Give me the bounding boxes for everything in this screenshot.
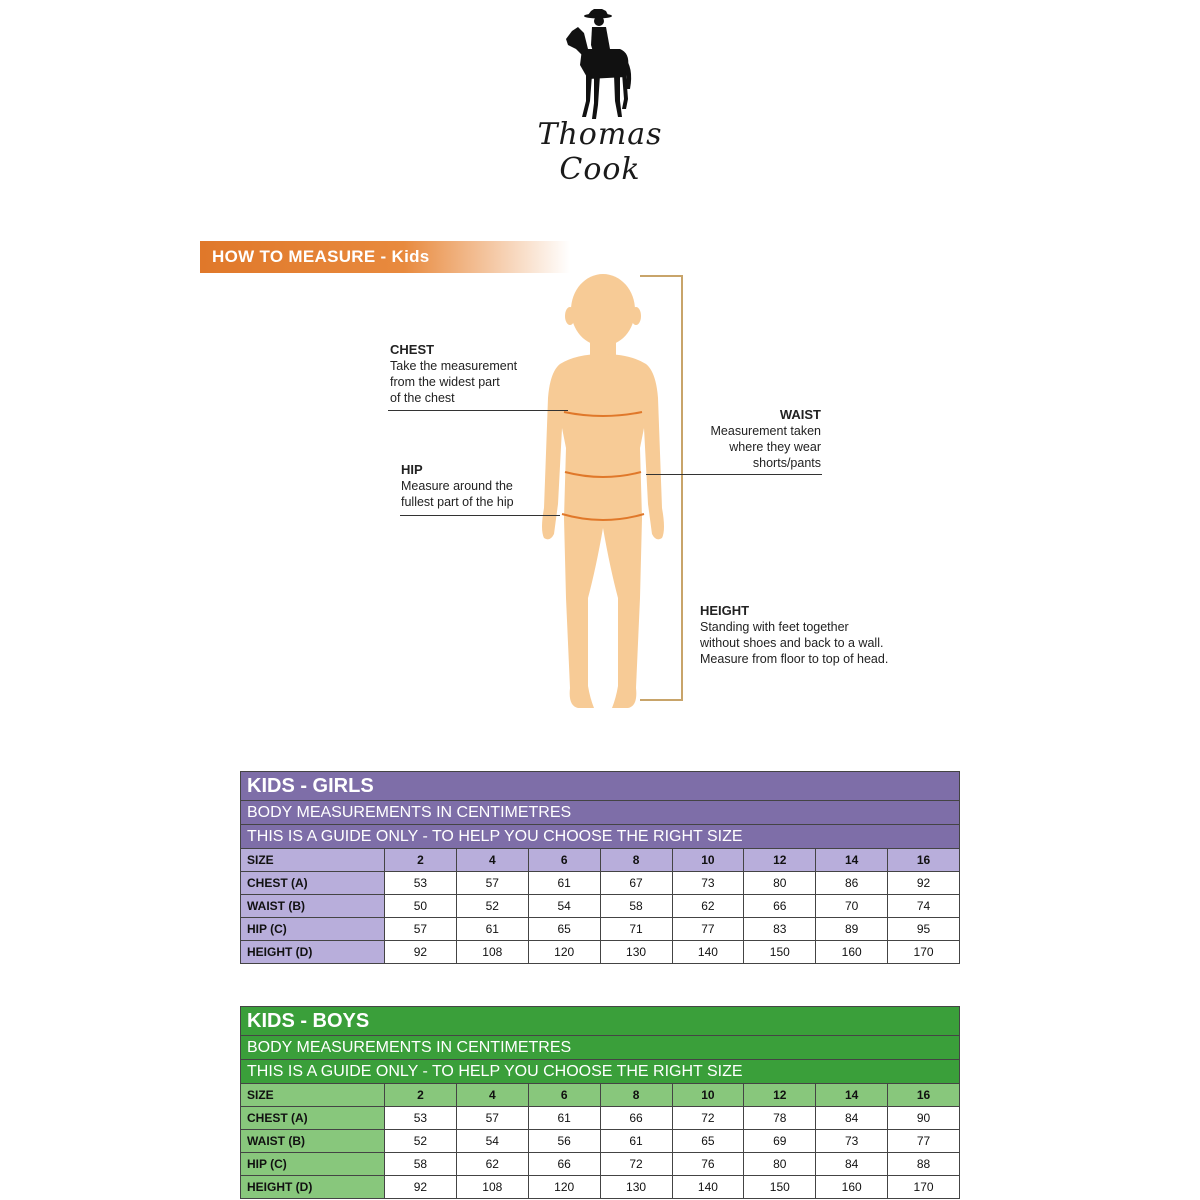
value-cell: 86 [816,872,888,895]
size-cell: 16 [888,849,960,872]
waist-title: WAIST [779,407,821,422]
boys-size-table [240,1006,960,1199]
value-cell: 77 [888,1130,960,1153]
value-cell: 54 [528,895,600,918]
value-cell: 67 [600,872,672,895]
value-cell: 77 [672,918,744,941]
waist-line-2: where they wear [729,440,821,454]
height-callout [700,603,888,667]
height-line-1: Standing with feet together [700,620,849,634]
chest-title: CHEST [390,342,435,357]
value-cell: 66 [744,895,816,918]
value-cell: 50 [385,895,457,918]
size-cell: 8 [600,849,672,872]
size-cell: 14 [816,849,888,872]
value-cell: 57 [385,918,457,941]
value-cell: 120 [528,1176,600,1199]
waist-pointer-line [646,474,822,475]
value-cell: 84 [816,1107,888,1130]
chest-pointer-line [388,410,568,411]
height-line-2: without shoes and back to a wall. [700,636,884,650]
chest-callout [390,342,517,406]
value-cell: 89 [816,918,888,941]
size-cell: 6 [528,849,600,872]
table-row [241,918,960,941]
size-cell: 2 [385,849,457,872]
value-cell: 69 [744,1130,816,1153]
value-cell: 71 [600,918,672,941]
value-cell: 140 [672,941,744,964]
value-cell: 80 [744,1153,816,1176]
size-cell: 10 [672,1084,744,1107]
hip-title: HIP [401,462,423,477]
girls-table-subtitle: BODY MEASUREMENTS IN CENTIMETRES [241,801,960,825]
value-cell: 95 [888,918,960,941]
size-cell: 4 [456,1084,528,1107]
girls-table-title: KIDS - GIRLS [241,772,960,801]
brand-logo-text: Thomas Cook [537,117,663,187]
value-cell: 61 [456,918,528,941]
value-cell: 58 [600,895,672,918]
value-cell: 65 [528,918,600,941]
value-cell: 130 [600,1176,672,1199]
boys-size-row [241,1084,960,1107]
row-label: HEIGHT (D) [241,1176,385,1199]
table-row [241,1176,960,1199]
value-cell: 84 [816,1153,888,1176]
value-cell: 57 [456,872,528,895]
value-cell: 73 [672,872,744,895]
value-cell: 72 [600,1153,672,1176]
value-cell: 150 [744,1176,816,1199]
table-row [241,872,960,895]
hip-callout [401,462,514,510]
value-cell: 88 [888,1153,960,1176]
value-cell: 61 [528,872,600,895]
waist-line-3: shorts/pants [752,456,821,470]
size-cell: 16 [888,1084,960,1107]
size-header: SIZE [241,849,385,872]
horse-rider-icon [558,5,642,123]
brand-logo [500,5,700,187]
size-cell: 12 [744,849,816,872]
hip-line-1: Measure around the [401,479,513,493]
row-label: CHEST (A) [241,1107,385,1130]
row-label: CHEST (A) [241,872,385,895]
value-cell: 66 [528,1153,600,1176]
hip-line-2: fullest part of the hip [401,495,514,509]
value-cell: 73 [816,1130,888,1153]
value-cell: 92 [385,941,457,964]
value-cell: 90 [888,1107,960,1130]
value-cell: 72 [672,1107,744,1130]
row-label: HEIGHT (D) [241,941,385,964]
value-cell: 76 [672,1153,744,1176]
value-cell: 160 [816,941,888,964]
value-cell: 56 [528,1130,600,1153]
chest-line-2: from the widest part [390,375,500,389]
height-title: HEIGHT [700,603,750,618]
value-cell: 108 [456,941,528,964]
how-to-measure-title: HOW TO MEASURE - Kids [212,247,430,266]
value-cell: 170 [888,941,960,964]
value-cell: 52 [385,1130,457,1153]
waist-line-1: Measurement taken [710,424,821,438]
boys-table-note: THIS IS A GUIDE ONLY - TO HELP YOU CHOOSE THE RIGHT SIZE [241,1060,960,1084]
value-cell: 160 [816,1176,888,1199]
table-row [241,895,960,918]
value-cell: 150 [744,941,816,964]
boys-table-title: KIDS - BOYS [241,1007,960,1036]
row-label: HIP (C) [241,918,385,941]
size-cell: 14 [816,1084,888,1107]
chest-line-3: of the chest [390,391,455,405]
value-cell: 80 [744,872,816,895]
table-row [241,1153,960,1176]
value-cell: 170 [888,1176,960,1199]
value-cell: 130 [600,941,672,964]
girls-size-table [240,771,960,964]
value-cell: 92 [888,872,960,895]
hip-pointer-line [400,515,560,516]
value-cell: 83 [744,918,816,941]
table-row [241,1130,960,1153]
how-to-measure-banner [200,241,570,273]
waist-callout [660,407,821,471]
row-label: WAIST (B) [241,1130,385,1153]
value-cell: 53 [385,872,457,895]
value-cell: 92 [385,1176,457,1199]
boys-table-subtitle: BODY MEASUREMENTS IN CENTIMETRES [241,1036,960,1060]
table-row [241,941,960,964]
size-header: SIZE [241,1084,385,1107]
size-cell: 8 [600,1084,672,1107]
value-cell: 66 [600,1107,672,1130]
value-cell: 108 [456,1176,528,1199]
value-cell: 65 [672,1130,744,1153]
row-label: HIP (C) [241,1153,385,1176]
value-cell: 52 [456,895,528,918]
value-cell: 54 [456,1130,528,1153]
value-cell: 120 [528,941,600,964]
value-cell: 62 [672,895,744,918]
value-cell: 53 [385,1107,457,1130]
girls-table-note: THIS IS A GUIDE ONLY - TO HELP YOU CHOOSE THE RIGHT SIZE [241,825,960,849]
child-body-figure [520,268,700,718]
size-cell: 6 [528,1084,600,1107]
value-cell: 62 [456,1153,528,1176]
height-line-3: Measure from floor to top of head. [700,652,889,666]
value-cell: 74 [888,895,960,918]
value-cell: 61 [528,1107,600,1130]
value-cell: 61 [600,1130,672,1153]
value-cell: 57 [456,1107,528,1130]
value-cell: 70 [816,895,888,918]
chest-line-1: Take the measurement [390,359,518,373]
table-row [241,1107,960,1130]
size-cell: 4 [456,849,528,872]
value-cell: 58 [385,1153,457,1176]
value-cell: 78 [744,1107,816,1130]
size-cell: 10 [672,849,744,872]
row-label: WAIST (B) [241,895,385,918]
size-cell: 12 [744,1084,816,1107]
girls-size-row [241,849,960,872]
value-cell: 140 [672,1176,744,1199]
size-cell: 2 [385,1084,457,1107]
